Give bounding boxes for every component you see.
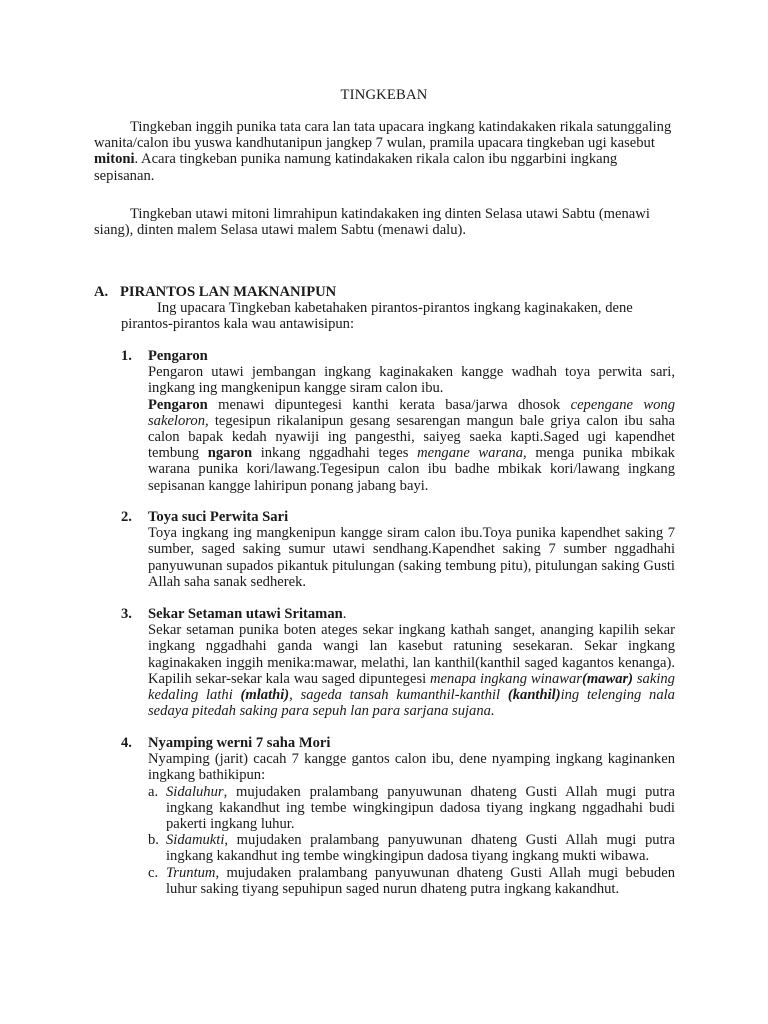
text-run: , mujudaken pralambang panyuwunan dhateng Gusti Allah mugi putra ingkang kakandhut ing tembe wingkingipun dadosa tiyang ingkang nggadhahi budi pakerti ingkang luhur. [166,783,675,833]
list-item-toya-suci [121,509,675,590]
italic-term: menapa ingkang winawar [430,670,582,687]
text-run: , tegesipun rikalanipun gesang sesarengan mangun bale griya calon ibu saha calon bapak kedah nyawiji ing pangesthi, saiyeg saeka kapti.Saged ugi kapendhet tembung [148,412,675,462]
item-heading-text: Sekar Setaman utawi Sritaman [148,606,343,622]
item-body [148,364,675,494]
sub-item-sidamukti [148,832,675,864]
sub-item-marker: b. [148,832,159,849]
list-item-sekar-setaman [121,606,675,719]
item-number: 3. [121,606,132,622]
section-heading [94,284,336,300]
section-heading-text: PIRANTOS LAN MAKNANIPUN [120,284,337,300]
item-paragraph [148,622,675,719]
intro1-text-a: Tingkeban inggih punika tata cara lan tata upacara ingkang katindakaken rikala satunggaling wanita/calon ibu yuswa kandhutanipun jangkep 7 wulan, pramila upacara tingkeban ugi kasebut [94,119,672,152]
list-item-nyamping [121,735,675,897]
bold-italic-term: (kanthil) [507,687,561,704]
italic-term: , sageda tansah kumanthil-kanthil [289,687,508,704]
item-heading-tail: . [342,606,347,622]
bold-italic-term: (mawar) [581,670,634,687]
section-intro: Ing upacara Tingkeban kabetahaken pirantos-pirantos ingkang kaginakaken, dene pirantos-pirantos kala wau antawisipun: [121,300,633,333]
item-number: 1. [121,348,132,364]
item-paragraph: Pengaron utawi jembangan ingkang kaginakaken kangge wadhah toya perwita sari, ingkang ing mangkenipun kangge siram calon ibu. [148,364,675,397]
bold-term: Pengaron [148,396,208,413]
italic-term: Truntum, [166,864,220,881]
item-body [148,751,675,783]
sub-item-truntum [148,865,675,897]
item-heading [148,606,675,622]
item-paragraph: Toya ingkang ing mangkenipun kangge siram calon ibu.Toya punika kapendhet saking 7 sumber, saged saking sumur utawi sendhang.Kapendhet saking 7 sumber nggadhahi panyuwunan supados pikantuk pitulungan (saking tembung pitu), pitulungan saking Gusti Allah saha sanak sedherek. [148,525,675,590]
item-heading: Toya suci Perwita Sari [148,509,289,525]
bold-term: ngaron [207,445,253,462]
item-heading: Nyamping werni 7 saha Mori [148,735,331,751]
item-body [148,525,675,590]
text-run: Sekar setaman punika boten ateges sekar ingkang kathah sanget, ananging kapilih sekar ingkang nggadhahi ganda wangi lan kasebut ratuning sesekaran. Sekar ingkang kaginakaken inggih menika:mawar, melathi, lan kanthil(kanthil saged kagantos kenanga). Kapilih sekar-sekar kala wau saged dipuntegesi [148,622,675,687]
italic-term: mengane warana [417,445,524,462]
sub-item-sidaluhur [148,784,675,833]
italic-term: Sidamukti [166,832,225,849]
text-run: , menga punika mbikak warana punika kori/lawang.Tegesipun calon ibu badhe mbikak kori/lawang ingkang sepisanan kangge lahiripun ponang jabang bayi. [148,445,675,494]
list-item-pengaron [121,348,675,494]
section-letter: A. [94,284,109,300]
item-paragraph: Nyamping (jarit) cacah 7 kangge gantos calon ibu, dene nyamping ingkang kaginanken ingkang bathikipun: [148,751,675,784]
page-title: TINGKEBAN [340,87,428,103]
item-heading: Pengaron [148,348,208,364]
sub-item-marker: a. [148,783,159,800]
italic-term: saking kedaling lathi [148,670,675,704]
item-body [148,622,675,719]
bold-italic-term: (mlathi) [240,687,290,704]
italic-term: Sidaluhur [166,783,224,800]
text-run: mujudaken pralambang panyuwunan dhateng Gusti Allah mugi bebuden luhur saking tiyang sepuhipun saged nurun dhateng putra ingkang kakandhut. [166,864,675,897]
intro1-bold-term: mitoni [94,151,135,168]
intro1-text-b: . Acara tingkeban punika namung katindakaken rikala calon ibu nggarbini ingkang sepisanan. [94,151,618,184]
intro-paragraph-2: Tingkeban utawi mitoni limrahipun katindakaken ing dinten Selasa utawi Sabtu (menawi siang), dinten malem Selasa utawi malem Sabtu (menawi dalu). [94,206,650,239]
text-run: , mujudaken pralambang panyuwunan dhateng Gusti Allah mugi putra ingkang kakandhut ing tembe wingkingipun dadosa tiyang ingkang mukti wibawa. [166,832,675,865]
item-number: 2. [121,509,132,525]
item-number: 4. [121,735,132,751]
intro-paragraph-1 [94,119,675,184]
sub-item-marker: c. [148,864,159,881]
item-paragraph [148,397,675,494]
text-run: inkang nggadhahi teges [252,445,418,462]
text-run: menawi dipuntegesi kanthi kerata basa/jarwa dhosok [207,396,571,413]
italic-term: ing telenging nala sedaya pitedah saking para sepuh lan para sarjana sujana. [148,687,675,720]
italic-term: cepengane wong sakeloron [148,396,675,429]
